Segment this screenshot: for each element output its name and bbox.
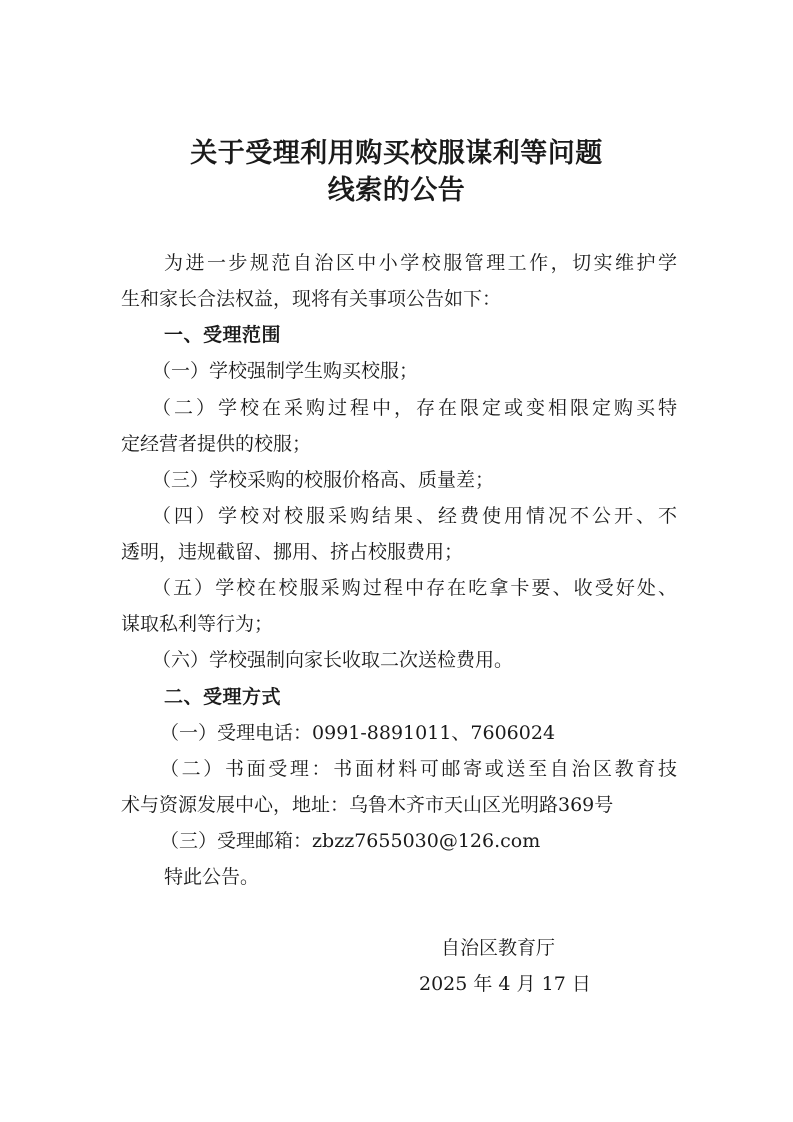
section2-phone xyxy=(160,720,716,746)
section1-item4-line2: 透明，违规截留、挪用、挤占校服费用； xyxy=(121,541,464,563)
section1-item1: （一）学校强制学生购买校服； xyxy=(152,360,419,382)
section2-heading: 二、受理方式 xyxy=(164,686,282,708)
section2-email xyxy=(160,828,716,854)
signature-org: 自治区教育厅 xyxy=(441,937,556,959)
section1-item5-line1: （五）学校在校服采购过程中存在吃拿卡要、收受好处、 xyxy=(152,577,677,599)
section2-written-line2: 术与资源发展中心，地址：乌鲁木齐市天山区光明路369号 xyxy=(121,794,614,816)
intro-line1: 为进一步规范自治区中小学校服管理工作，切实维护学 xyxy=(164,252,677,274)
email-value: zbzz7655030@126.com xyxy=(312,830,541,852)
written-value-line1: 书面材料可邮寄或送至自治区教育技 xyxy=(333,758,677,780)
signature-date: 2025 年 4 月 17 日 xyxy=(419,973,591,995)
section1-item3: （三）学校采购的校服价格高、质量差； xyxy=(152,469,495,491)
document-title-line2: 线索的公告 xyxy=(327,175,466,206)
section2-written-line1 xyxy=(160,756,677,782)
document-title-line1: 关于受理利用购买校服谋利等问题 xyxy=(190,138,603,169)
closing-text: 特此公告。 xyxy=(164,866,260,888)
section1-item4-line1: （四）学校对校服采购结果、经费使用情况不公开、不 xyxy=(152,505,677,527)
intro-line2: 生和家长合法权益，现将有关事项公告如下： xyxy=(121,288,502,310)
section1-item5-line2: 谋取私利等行为； xyxy=(121,613,274,635)
phone-value: 0991-8891011、7606024 xyxy=(312,722,556,744)
email-label: （三）受理邮箱： xyxy=(160,830,313,852)
phone-label: （一）受理电话： xyxy=(160,722,313,744)
section1-heading: 一、受理范围 xyxy=(164,324,282,346)
section1-item2-line2: 定经营者提供的校服； xyxy=(121,433,312,455)
written-label: （二）书面受理： xyxy=(160,758,334,780)
section1-item6: （六）学校强制向家长收取二次送检费用。 xyxy=(152,649,514,671)
section1-item2-line1: （二）学校在采购过程中，存在限定或变相限定购买特 xyxy=(152,397,677,419)
